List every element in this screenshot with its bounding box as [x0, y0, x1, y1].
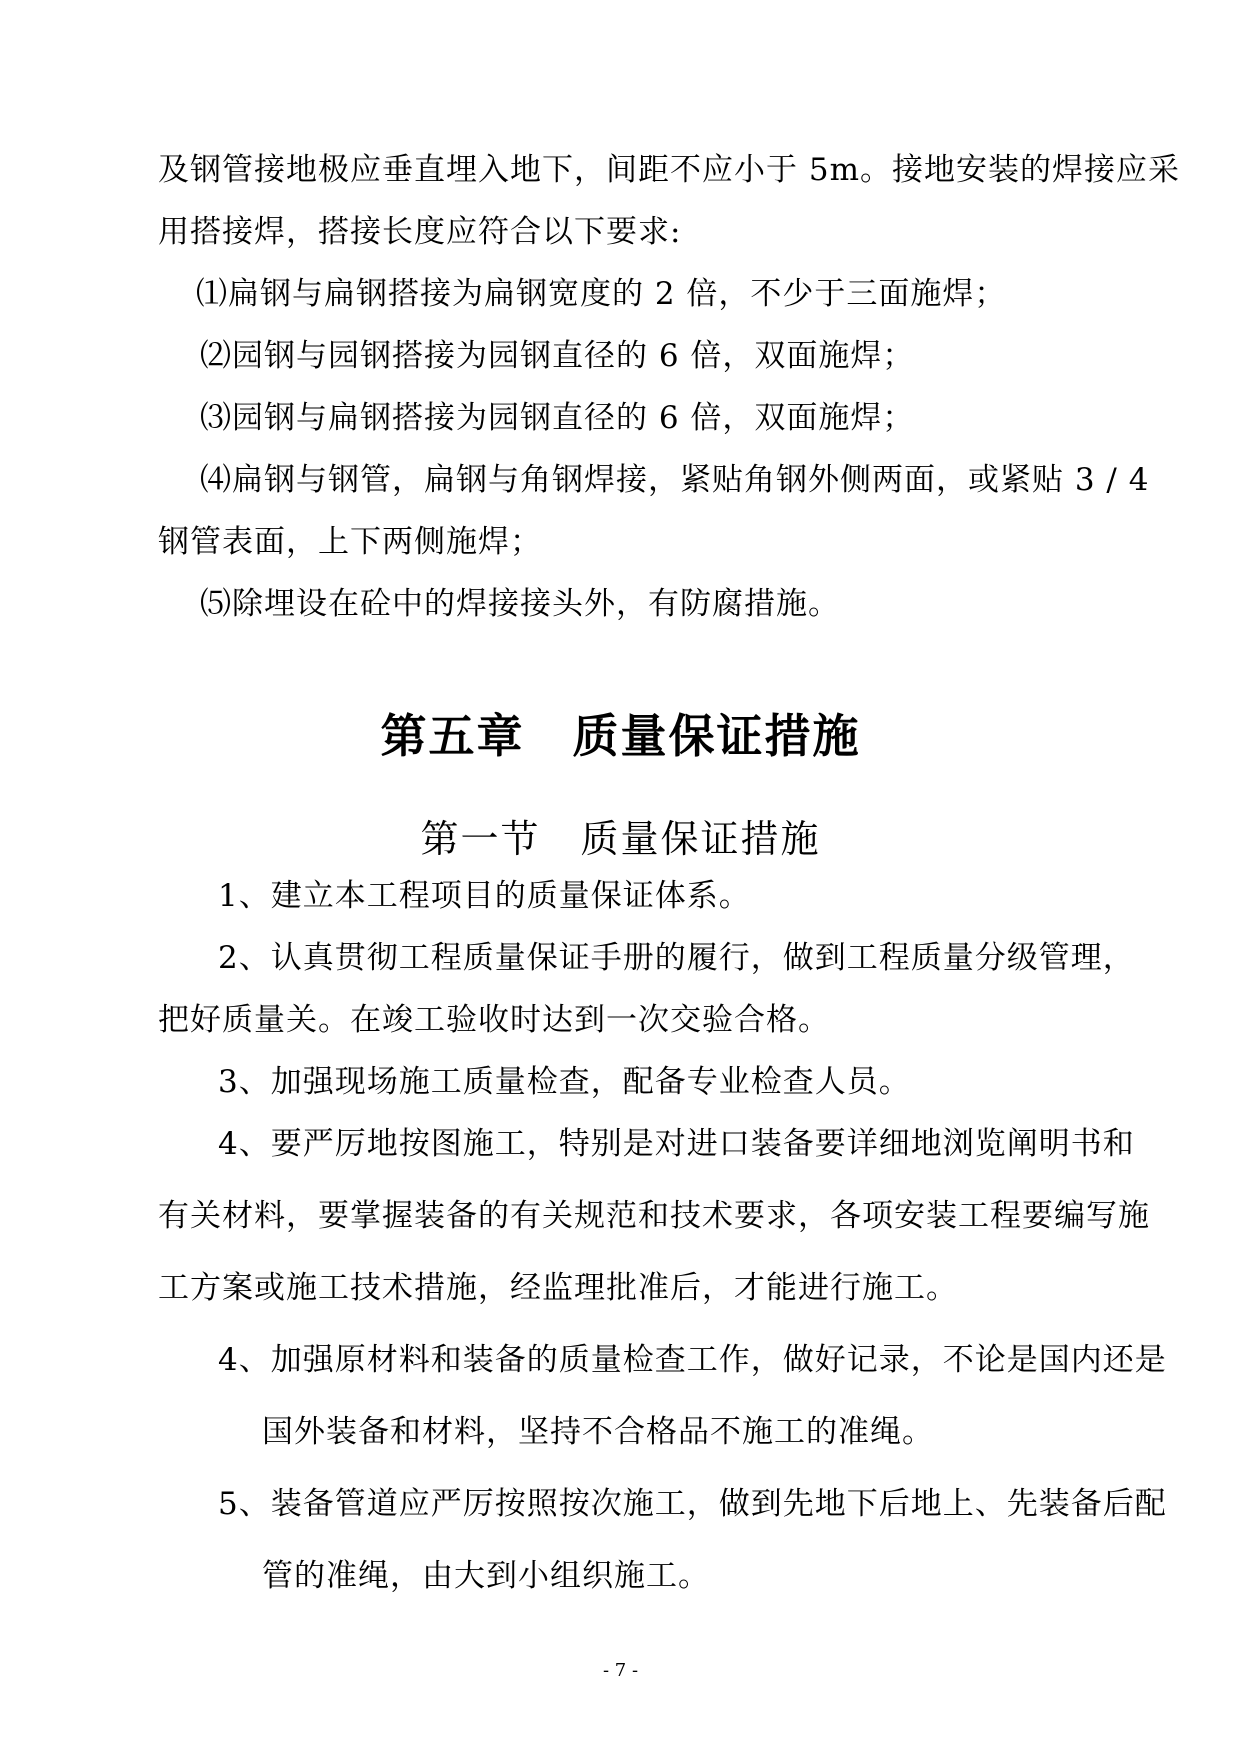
- measure-item-continuation: 把好质量关。在竣工验收时达到一次交验合格。: [158, 1002, 830, 1038]
- list-item-continuation: 钢管表面，上下两侧施焊；: [158, 524, 542, 560]
- chapter-title: 第五章 质量保证措施: [380, 709, 861, 763]
- measure-item-continuation: 管的准绳，由大到小组织施工。: [262, 1558, 710, 1594]
- list-item: ⑶园钢与扁钢搭接为园钢直径的 6 倍，双面施焊；: [200, 400, 915, 436]
- list-item: ⑷扁钢与钢管，扁钢与角钢焊接，紧贴角钢外侧两面，或紧贴 3 / 4: [200, 462, 1150, 498]
- measure-item: 4、要严厉地按图施工，特别是对进口装备要详细地浏览阐明书和: [218, 1126, 1135, 1162]
- measure-item-continuation: 工方案或施工技术措施，经监理批准后，才能进行施工。: [158, 1270, 958, 1306]
- measure-item: 2、认真贯彻工程质量保证手册的履行，做到工程质量分级管理，: [218, 940, 1135, 976]
- paragraph-line: 及钢管接地极应垂直埋入地下，间距不应小于 5m。接地安装的焊接应采: [158, 152, 1180, 188]
- measure-item: 5、装备管道应严厉按照按次施工，做到先地下后地上、先装备后配: [218, 1486, 1167, 1522]
- measure-item: 1、建立本工程项目的质量保证体系。: [218, 878, 751, 914]
- measure-item: 3、加强现场施工质量检查，配备专业检查人员。: [218, 1064, 911, 1100]
- list-item: ⑴扁钢与扁钢搭接为扁钢宽度的 2 倍，不少于三面施焊；: [196, 276, 1007, 312]
- section-title: 第一节 质量保证措施: [420, 817, 821, 861]
- measure-item-continuation: 有关材料，要掌握装备的有关规范和技术要求，各项安装工程要编写施: [158, 1198, 1150, 1234]
- measure-item: 4、加强原材料和装备的质量检查工作，做好记录，不论是国内还是: [218, 1342, 1167, 1378]
- list-item: ⑵园钢与园钢搭接为园钢直径的 6 倍，双面施焊；: [200, 338, 915, 374]
- paragraph-line: 用搭接焊，搭接长度应符合以下要求:: [158, 214, 682, 250]
- measure-item-continuation: 国外装备和材料，坚持不合格品不施工的准绳。: [262, 1414, 934, 1450]
- list-item: ⑸除埋设在砼中的焊接接头外，有防腐措施。: [200, 586, 840, 622]
- page-number: - 7 -: [602, 1660, 639, 1681]
